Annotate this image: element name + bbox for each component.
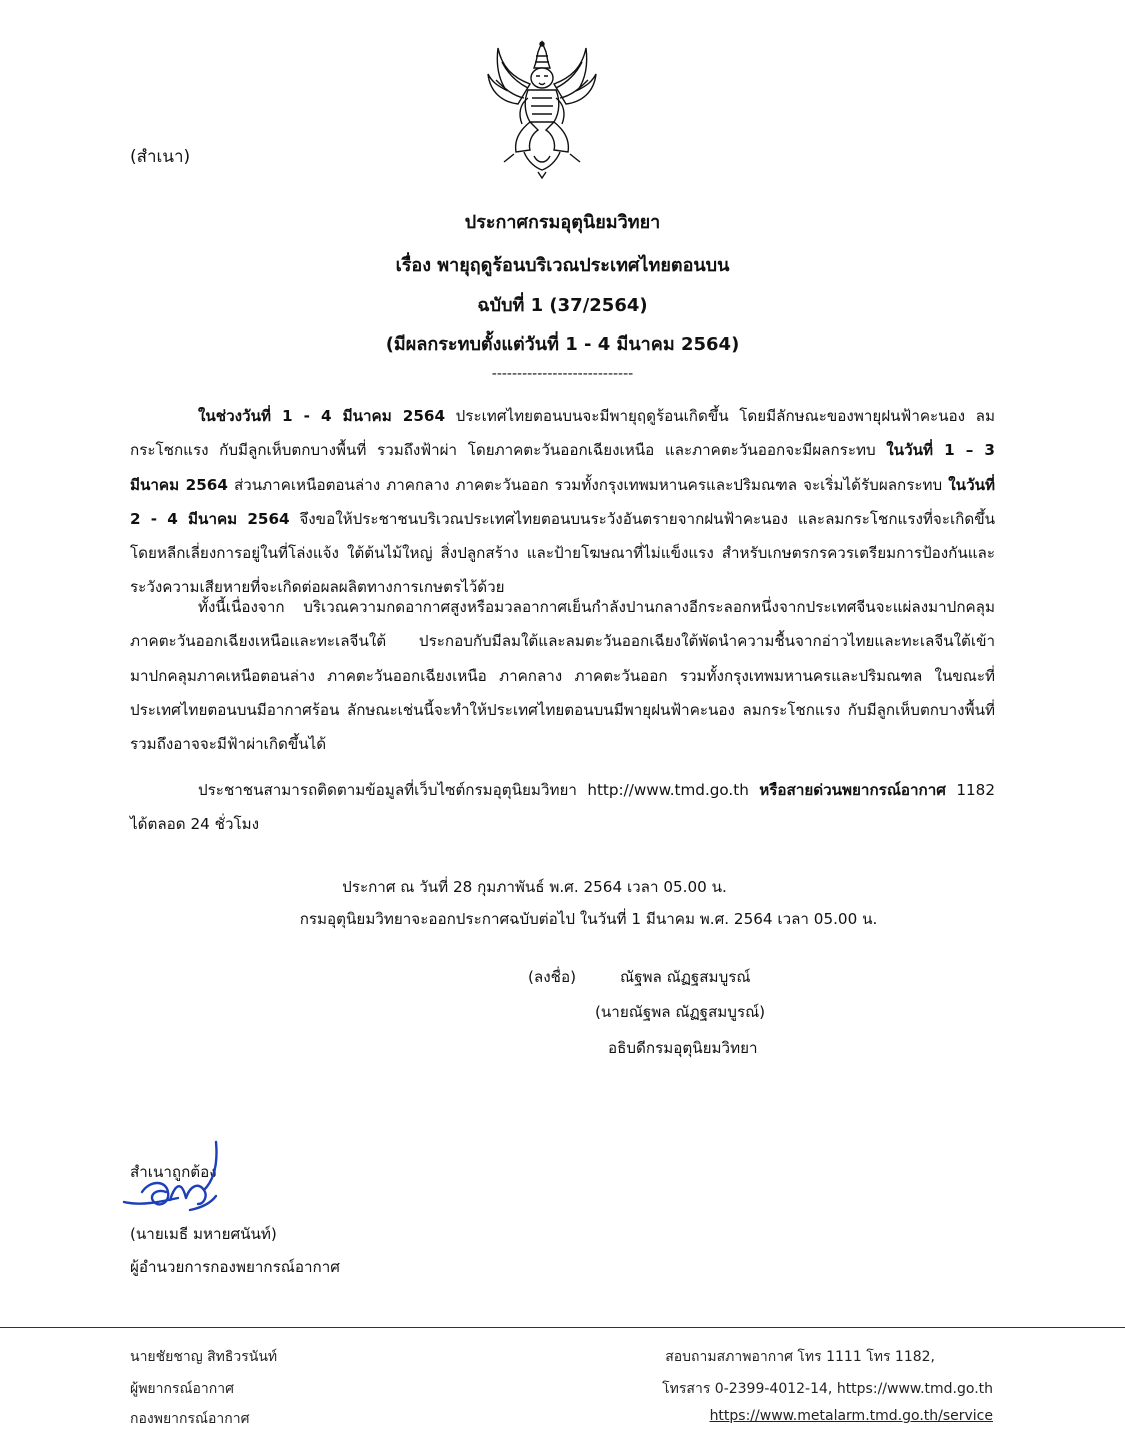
signed-label: (ลงชื่อ): [528, 968, 577, 986]
signatory-name: ณัฐพล ณัฏฐสมบูรณ์: [620, 968, 751, 986]
announcement-subject: เรื่อง พายุฤดูร้อนบริเวณประเทศไทยตอนบน: [395, 255, 730, 276]
forecaster-name: นายชัยชาญ สิทธิวรนันท์: [130, 1349, 278, 1365]
paragraph-1-text-c: จึงขอให้ประชาชนบริเวณประเทศไทยตอนบนระวังอันตรายจากฝนฟ้าคะนอง และลมกระโชกแรงที่จะเกิดขึ้น โดยหลีกเลี่ยงการอยู่ในที่โล่งแจ้ง ใต้ต้นไม้ใหญ่ สิ่งปลูกสร้าง และป้ายโฆษณาที่ไม่แข็งแรง สำหรับเกษตรกรควรเตรียมการป้องกันและระวังความเสียหายที่จะเกิดต่อผลผลิตทางการเกษตรไว้ด้วย: [130, 509, 995, 597]
next-announcement: กรมอุตุนิยมวิทยาจะออกประกาศฉบับต่อไป ในวันที่ 1 มีนาคม พ.ศ. 2564 เวลา 05.00 น.: [299, 910, 878, 928]
announcement-title: ประกาศกรมอุตุนิยมวิทยา: [464, 212, 661, 233]
date-range-1: ในช่วงวันที่ 1 - 4 มีนาคม 2564: [198, 407, 446, 425]
certifier-title: ผู้อำนวยการกองพยากรณ์อากาศ: [130, 1258, 340, 1276]
announcement-issue: ฉบับที่ 1 (37/2564): [477, 295, 648, 316]
announcement-effective-dates: (มีผลกระทบตั้งแต่วันที่ 1 - 4 มีนาคม 2564): [385, 334, 740, 355]
hotline-label: หรือสายด่วนพยากรณ์อากาศ: [759, 781, 946, 799]
paragraph-3: [130, 773, 995, 842]
date-range-2: ในวันที่ 1 – 3 มีนาคม 2564: [130, 441, 995, 494]
certifier-name: (นายเมธี มหายศนันท์): [130, 1225, 277, 1243]
handwritten-signature-icon: [120, 1140, 230, 1220]
signatory-title: อธิบดีกรมอุตุนิยมวิทยา: [608, 1039, 758, 1057]
metalarm-link[interactable]: https://www.metalarm.tmd.go.th/service: [709, 1408, 993, 1424]
paragraph-1-text-a: ประเทศไทยตอนบนจะมีพายุฤดูร้อนเกิดขึ้น โดยมีลักษณะของพายุฝนฟ้าคะนอง ลมกระโชกแรง กับมีลูกเห็บตกบางพื้นที่ รวมถึงฟ้าผ่า โดยภาคตะวันออกเฉียงเหนือ และภาคตะวันออกจะมีผลกระทบ: [130, 407, 995, 460]
paragraph-1-text-b: ส่วนภาคเหนือตอนล่าง ภาคกลาง ภาคตะวันออก รวมทั้งกรุงเทพมหานครและปริมณฑล จะเริ่มได้รับผลกระทบ: [227, 475, 949, 494]
divider: ----------------------------: [491, 366, 634, 382]
paragraph-3-tail: 1182 ได้ตลอด 24 ชั่วโมง: [130, 781, 995, 834]
signatory-full-name: (นายณัฐพล ณัฏฐสมบูรณ์): [595, 1003, 766, 1021]
forecaster-role: ผู้พยากรณ์อากาศ: [130, 1381, 234, 1397]
garuda-emblem-icon: [484, 38, 600, 180]
footer-divider: [0, 1327, 1125, 1328]
forecaster-division: กองพยากรณ์อากาศ: [130, 1411, 250, 1427]
contact-fax-website: โทรสาร 0-2399-4012-14, https://www.tmd.go.th: [662, 1381, 993, 1397]
certified-copy-label: สำเนาถูกต้อง: [130, 1163, 217, 1181]
paragraph-3-text: ประชาชนสามารถติดตามข้อมูลที่เว็บไซต์กรมอุตุนิยมวิทยา http://www.tmd.go.th: [198, 781, 760, 799]
paragraph-1: [130, 399, 995, 605]
date-range-3: ในวันที่ 2 - 4 มีนาคม 2564: [130, 475, 995, 528]
announce-date: ประกาศ ณ วันที่ 28 กุมภาพันธ์ พ.ศ. 2564 เวลา 05.00 น.: [342, 878, 727, 896]
paragraph-2: ทั้งนี้เนื่องจาก บริเวณความกดอากาศสูงหรือมวลอากาศเย็นกำลังปานกลางอีกระลอกหนึ่งจากประเทศจีนจะแผ่ลงมาปกคลุมภาคตะวันออกเฉียงเหนือและทะเลจีนใต้ ประกอบกับมีลมใต้และลมตะวันออกเฉียงใต้พัดนำความชื้นจากอ่าวไทยและทะเลจีนใต้เข้ามาปกคลุมภาคเหนือตอนล่าง ภาคตะวันออกเฉียงเหนือ ภาคกลาง ภาคตะวันออก รวมทั้งกรุงเทพมหานครและปริมณฑล ในขณะที่ประเทศไทยตอนบนมีอากาศร้อน ลักษณะเช่นนี้จะทำให้ประเทศไทยตอนบนมีพายุฝนฟ้าคะนอง ลมกระโชกแรง กับมีลูกเห็บตกบางพื้นที่ รวมถึงอาจจะมีฟ้าผ่าเกิดขึ้นได้: [130, 598, 995, 754]
copy-label: (สำเนา): [130, 147, 191, 167]
contact-phone: สอบถามสภาพอากาศ โทร 1111 โทร 1182,: [665, 1349, 935, 1365]
